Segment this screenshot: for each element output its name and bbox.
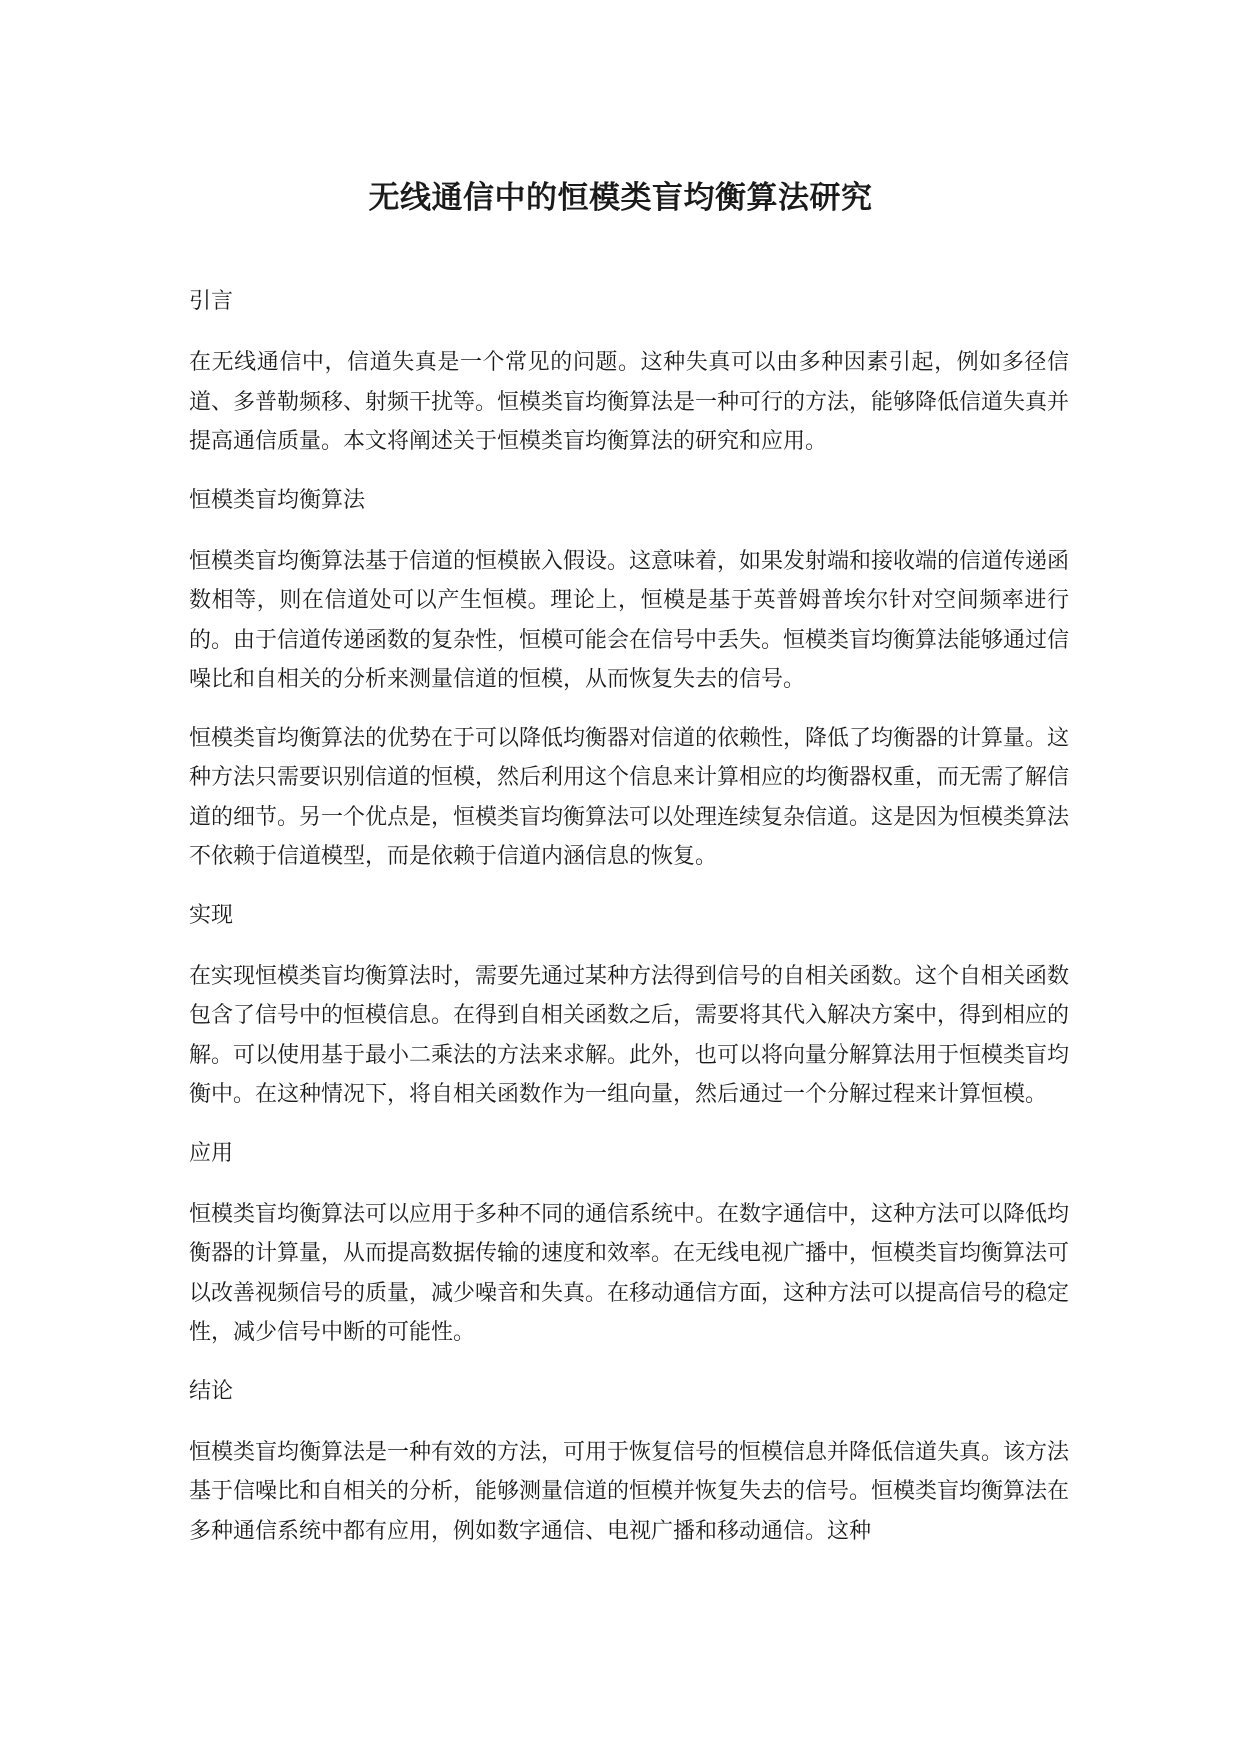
paragraph-implementation: 在实现恒模类盲均衡算法时，需要先通过某种方法得到信号的自相关函数。这个自相关函数包含了信号中的恒模信息。在得到自相关函数之后，需要将其代入解决方案中，得到相应的解。可以使用基于最小二乘法的方法来求解。此外，也可以将向量分解算法用于恒模类盲均衡中。在这种情况下，将自相关函数作为一组向量，然后通过一个分解过程来计算恒模。 <box>189 963 1070 1107</box>
paragraph-algorithm-1: 恒模类盲均衡算法基于信道的恒模嵌入假设。这意味着，如果发射端和接收端的信道传递函数相等，则在信道处可以产生恒模。理论上，恒模是基于英普姆普埃尔针对空间频率进行的。由于信道传递函数的复杂性，恒模可能会在信号中丢失。恒模类盲均衡算法能够通过信噪比和自相关的分析来测量信道的恒模，从而恢复失去的信号。 <box>189 548 1070 692</box>
section-heading-conclusion: 结论 <box>189 1378 234 1404</box>
paragraph-application: 恒模类盲均衡算法可以应用于多种不同的通信系统中。在数字通信中，这种方法可以降低均衡器的计算量，从而提高数据传输的速度和效率。在无线电视广播中，恒模类盲均衡算法可以改善视频信号的质量，减少噪音和失真。在移动通信方面，这种方法可以提高信号的稳定性，减少信号中断的可能性。 <box>189 1201 1070 1345</box>
section-heading-intro: 引言 <box>189 289 234 314</box>
document-body <box>189 282 1069 1570</box>
paragraph-intro: 在无线通信中，信道失真是一个常见的问题。这种失真可以由多种因素引起，例如多径信道、多普勒频移、射频干扰等。恒模类盲均衡算法是一种可行的方法，能够降低信道失真并提高通信质量。本文将阐述关于恒模类盲均衡算法的研究和应用。 <box>189 350 1070 454</box>
page-title: 无线通信中的恒模类盲均衡算法研究 <box>368 180 873 216</box>
section-heading-algorithm: 恒模类盲均衡算法 <box>189 487 366 513</box>
section-heading-application: 应用 <box>189 1140 234 1166</box>
paragraph-algorithm-2: 恒模类盲均衡算法的优势在于可以降低均衡器对信道的依赖性，降低了均衡器的计算量。这种方法只需要识别信道的恒模，然后利用这个信息来计算相应的均衡器权重，而无需了解信道的细节。另一个优点是，恒模类盲均衡算法可以处理连续复杂信道。这是因为恒模类算法不依赖于信道模型，而是依赖于信道内涵信息的恢复。 <box>189 725 1070 869</box>
paragraph-conclusion: 恒模类盲均衡算法是一种有效的方法，可用于恢复信号的恒模信息并降低信道失真。该方法基于信噪比和自相关的分析，能够测量信道的恒模并恢复失去的信号。恒模类盲均衡算法在多种通信系统中都有应用，例如数字通信、电视广播和移动通信。这种 <box>189 1439 1070 1544</box>
section-heading-implementation: 实现 <box>189 902 234 928</box>
